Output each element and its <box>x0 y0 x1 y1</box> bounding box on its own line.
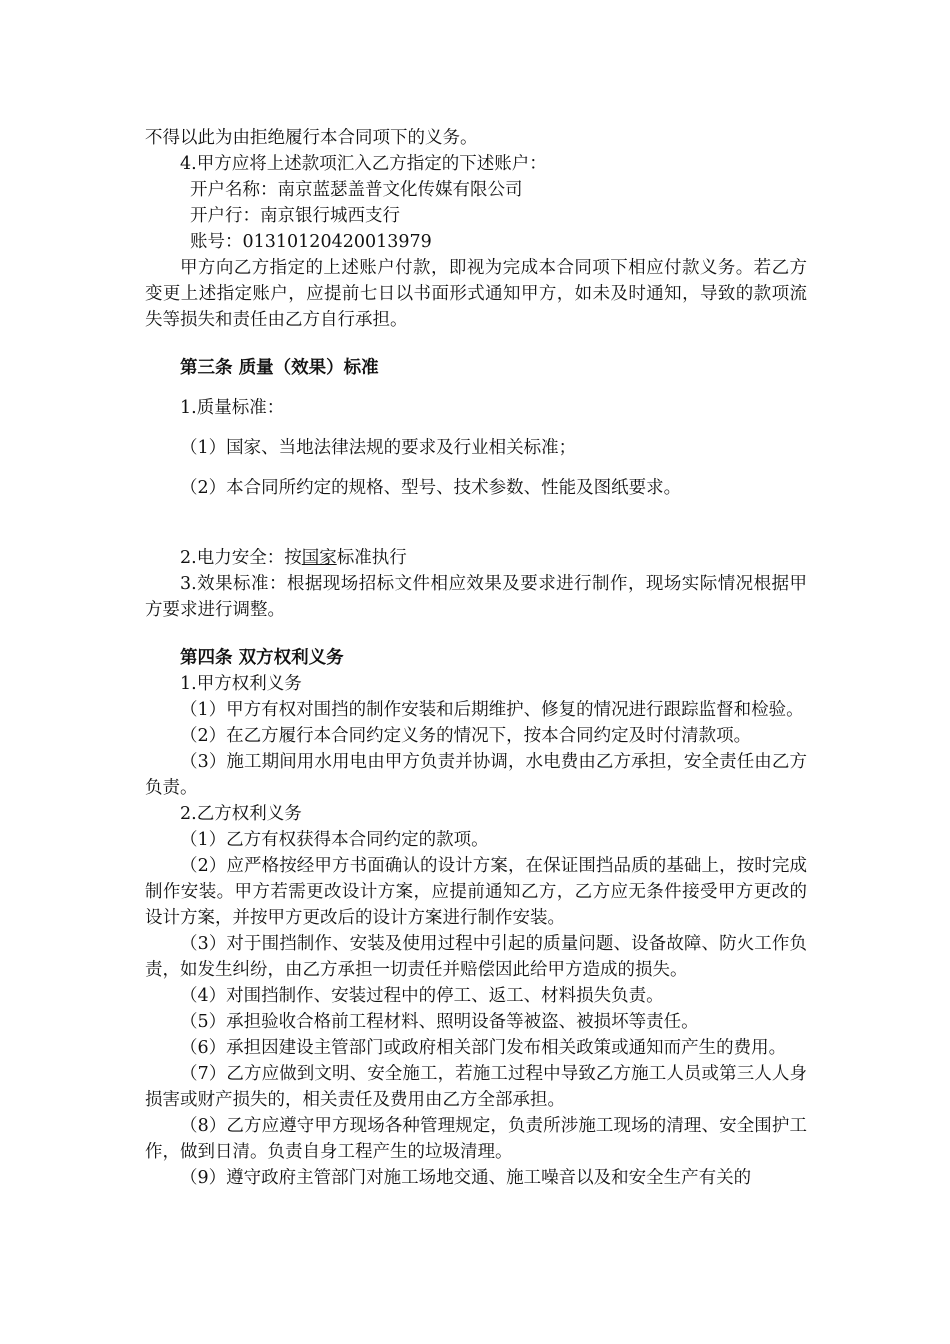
party-b-item: （5）承担验收合格前工程材料、照明设备等被盗、被损坏等责任。 <box>180 1012 699 1032</box>
party-b-item: （2）应严格按经甲方书面确认的设计方案，在保证围挡品质的基础上，按时完成制作安装。甲方若需更改设计方案，应提前通知乙方，乙方应无条件接受甲方更改的设计方案，并按甲方更改后的设计方案进行制作安装。 <box>145 856 807 928</box>
party-b-item: （9）遵守政府主管部门对施工场地交通、施工噪音以及和安全生产有关的 <box>180 1168 752 1188</box>
account-number: 账号：01310120420013979 <box>190 232 432 252</box>
party-b-item: （1）乙方有权获得本合同约定的款项。 <box>180 830 489 850</box>
document-page <box>145 125 807 1191</box>
party-b-item: （3）对于围挡制作、安装及使用过程中引起的质量问题、设备故障、防火工作负责，如发生纠纷，由乙方承担一切责任并赔偿因此给甲方造成的损失。 <box>145 934 807 980</box>
account-name: 开户名称：南京蓝瑟盖普文化传媒有限公司 <box>190 180 523 200</box>
party-a-item: （2）在乙方履行本合同约定义务的情况下，按本合同约定及时付清款项。 <box>180 726 752 746</box>
payment-carry-line: 不得以此为由拒绝履行本合同项下的义务。 <box>145 128 478 148</box>
party-b-label: 2.乙方权利义务 <box>180 804 302 824</box>
quality-item-1: （1）国家、当地法律法规的要求及行业相关标准； <box>180 438 577 458</box>
article-4-title: 第四条 双方权利义务 <box>180 648 344 668</box>
party-a-item: （1）甲方有权对围挡的制作安装和后期维护、修复的情况进行跟踪监督和检验。 <box>180 700 804 720</box>
power-safety <box>145 545 807 571</box>
quality-standard-label: 1.质量标准： <box>180 398 285 418</box>
party-b-item: （4）对围挡制作、安装过程中的停工、返工、材料损失负责。 <box>180 986 664 1006</box>
party-a-label: 1.甲方权利义务 <box>180 674 302 694</box>
quality-item-2: （2）本合同所约定的规格、型号、技术参数、性能及图纸要求。 <box>180 478 682 498</box>
party-a-item: （3）施工期间用水用电由甲方负责并协调，水电费由乙方承担，安全责任由乙方负责。 <box>145 752 807 798</box>
payment-note: 甲方向乙方指定的上述账户付款，即视为完成本合同项下相应付款义务。若乙方变更上述指定账户，应提前七日以书面形式通知甲方，如未及时通知，导致的款项流失等损失和责任由乙方自行承担。 <box>145 258 807 330</box>
power-suffix: 标准执行 <box>336 548 407 568</box>
payment-item-4: 4.甲方应将上述款项汇入乙方指定的下述账户： <box>180 154 547 174</box>
power-prefix: 2.电力安全：按 <box>180 548 302 568</box>
article-3-title: 第三条 质量（效果）标准 <box>180 358 379 378</box>
account-bank: 开户行：南京银行城西支行 <box>190 206 400 226</box>
effect-standard: 3.效果标准：根据现场招标文件相应效果及要求进行制作，现场实际情况根据甲方要求进行调整。 <box>145 574 807 620</box>
party-b-item: （6）承担因建设主管部门或政府相关部门发布相关政策或通知而产生的费用。 <box>180 1038 787 1058</box>
power-underlined: 国家 <box>301 548 337 568</box>
party-b-item: （7）乙方应做到文明、安全施工，若施工过程中导致乙方施工人员或第三人人身损害或财产损失的，相关责任及费用由乙方全部承担。 <box>145 1064 807 1110</box>
party-b-item: （8）乙方应遵守甲方现场各种管理规定，负责所涉施工现场的清理、安全围护工作，做到日清。负责自身工程产生的垃圾清理。 <box>145 1116 807 1162</box>
